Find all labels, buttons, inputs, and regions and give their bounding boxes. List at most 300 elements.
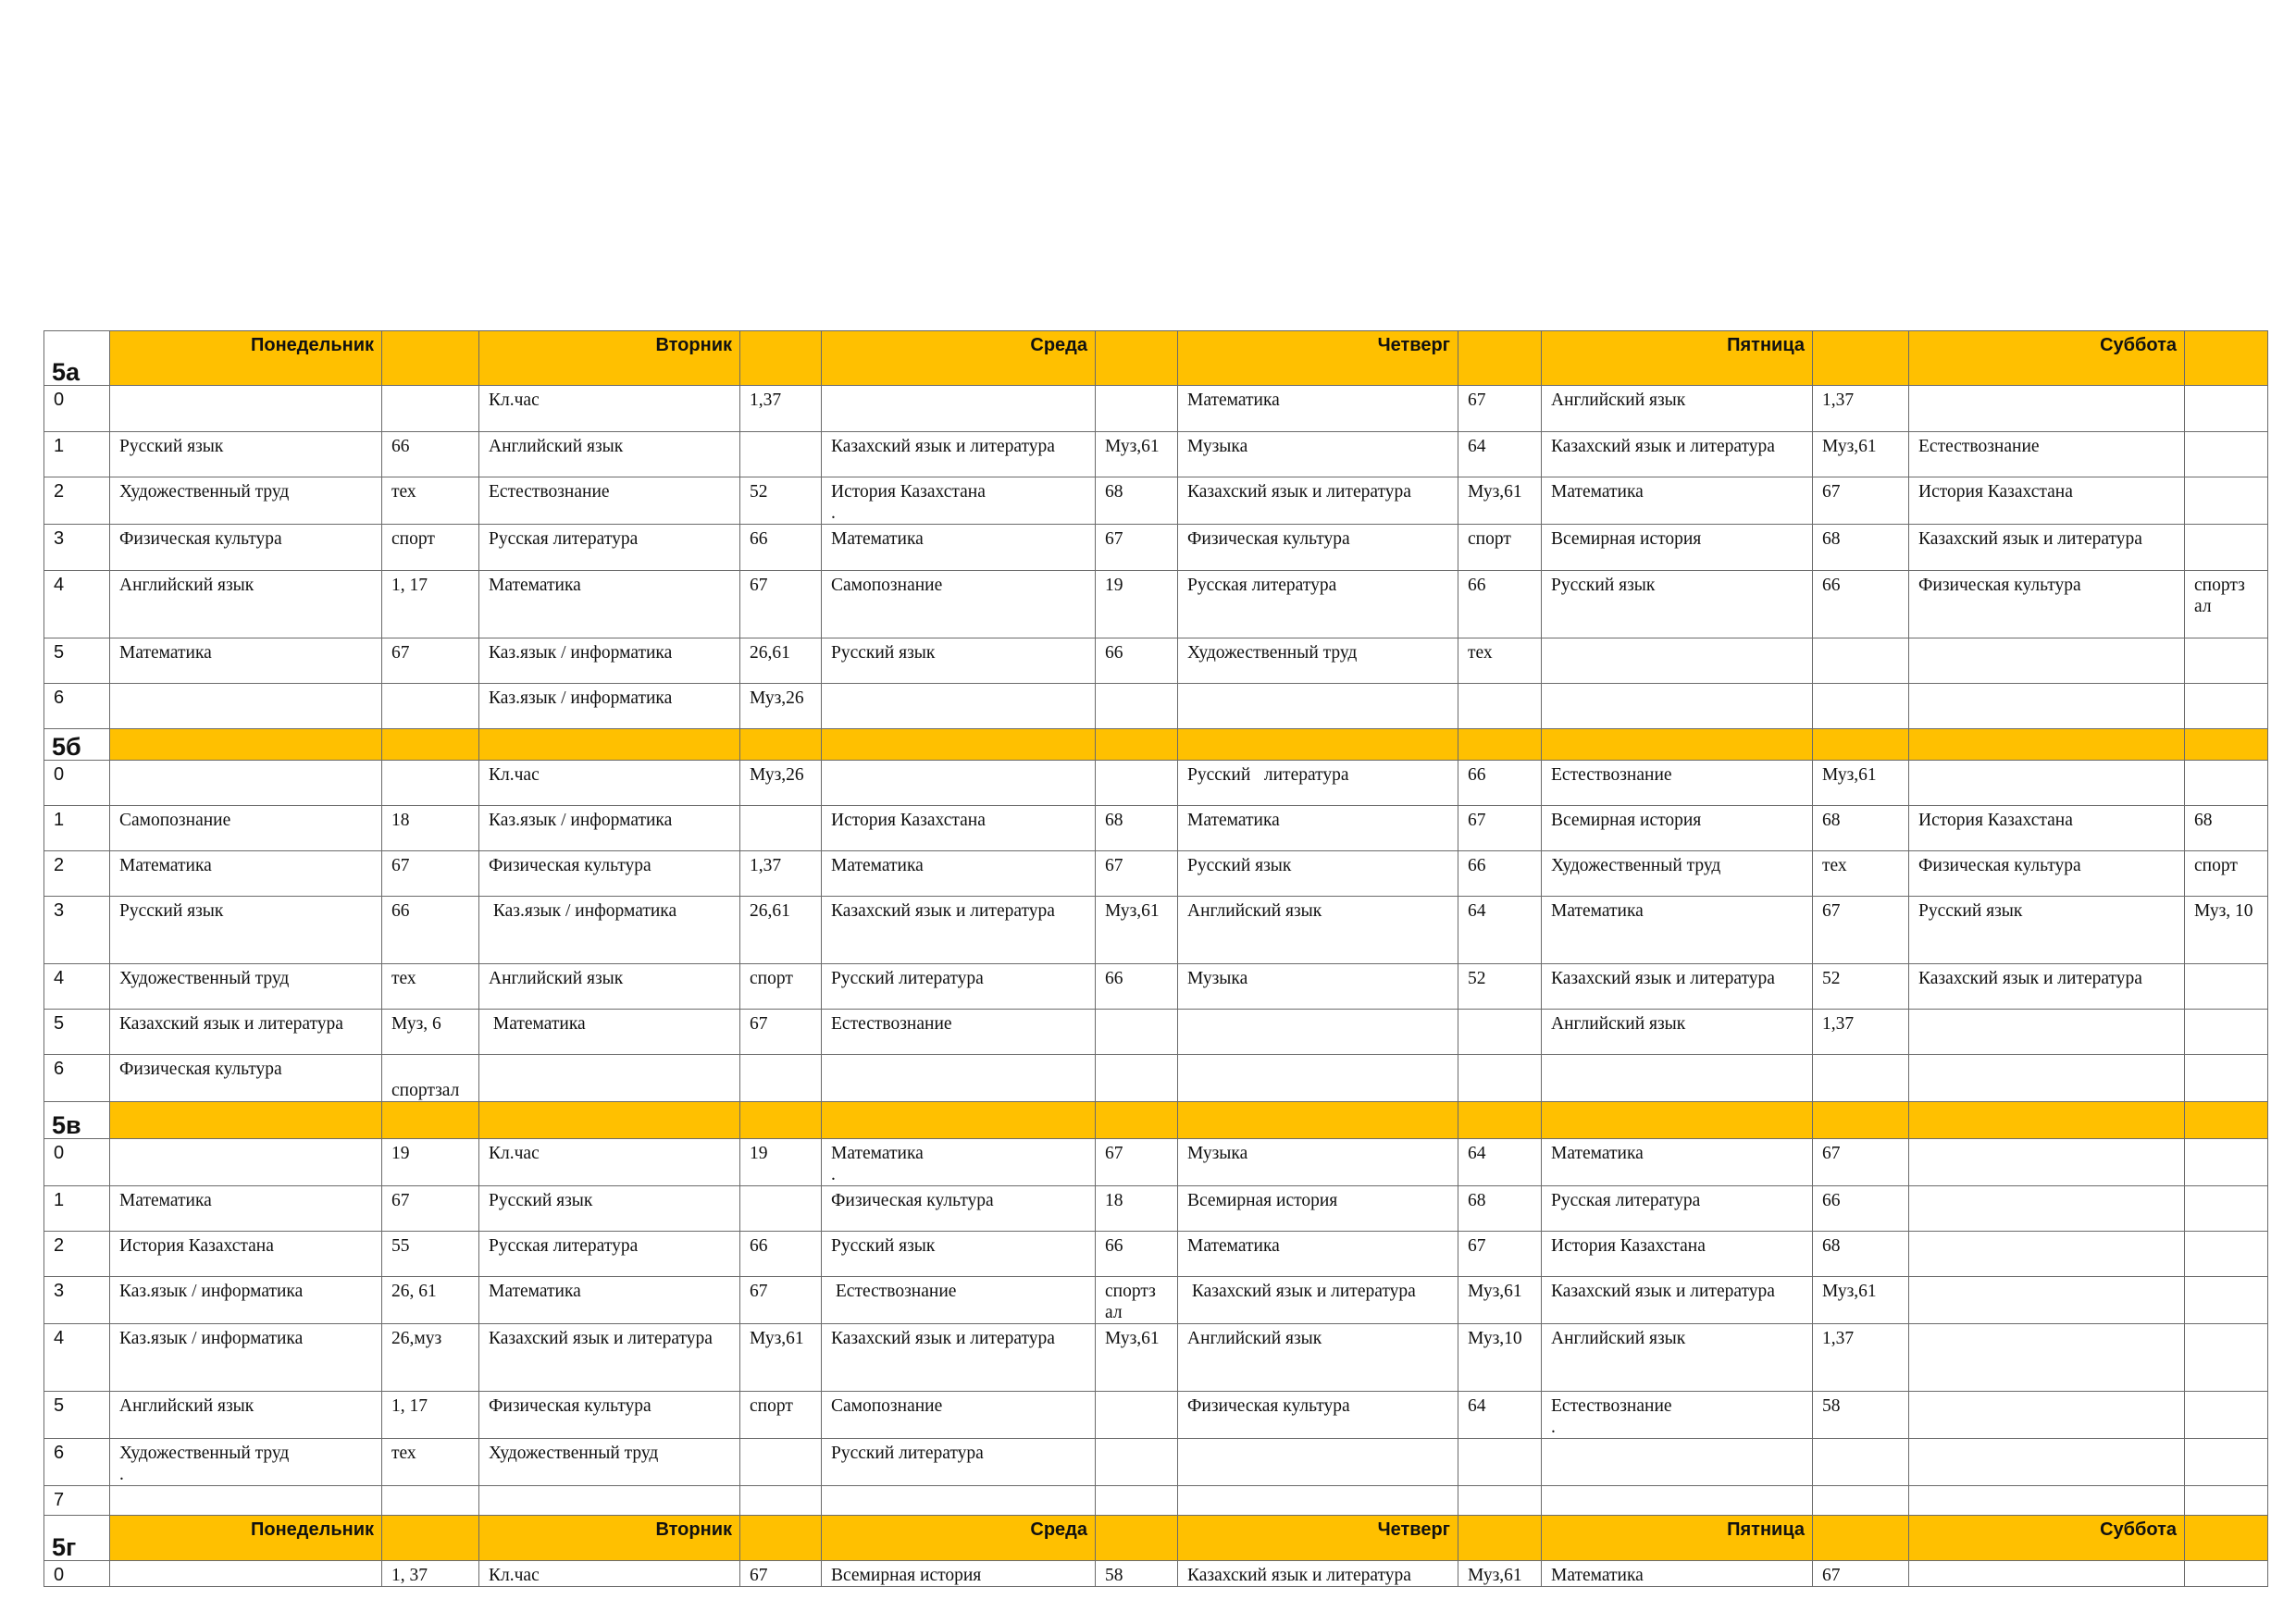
subject-cell: Естествознание: [1909, 432, 2185, 477]
subject-cell: Физическая культура: [1909, 571, 2185, 638]
lesson-row: [44, 851, 2268, 897]
room-cell: 55: [382, 1232, 479, 1277]
lesson-row: [44, 1439, 2268, 1486]
room-cell: [1813, 684, 1909, 729]
subject-cell: [822, 1486, 1096, 1516]
subject-cell: [110, 1561, 382, 1587]
lesson-number: 5: [44, 1010, 110, 1055]
subject-cell: Художественный труд: [110, 477, 382, 525]
lesson-number: 3: [44, 1277, 110, 1324]
subject-cell: [1178, 1055, 1458, 1102]
subject-cell: Художественный труд: [1542, 851, 1813, 897]
lesson-row: [44, 806, 2268, 851]
day-header: [1178, 1102, 1458, 1139]
class-header-row: [44, 1516, 2268, 1561]
room-cell: 66: [1813, 571, 1909, 638]
subject-cell: Математика: [822, 525, 1096, 571]
room-cell: 66: [1096, 1232, 1178, 1277]
class-header-row: [44, 331, 2268, 386]
room-cell: 1,37: [1813, 386, 1909, 432]
subject-cell: Естествознание: [822, 1277, 1096, 1324]
lesson-number: 6: [44, 684, 110, 729]
day-header: [1909, 729, 2185, 761]
schedule-table: [43, 330, 2268, 1587]
room-cell: Муз,61: [1813, 761, 1909, 806]
lesson-number: 3: [44, 897, 110, 964]
room-header: [1813, 729, 1909, 761]
room-cell: спортзал: [382, 1055, 479, 1102]
lesson-row: [44, 1277, 2268, 1324]
subject-cell: Казахский язык и литература: [479, 1324, 740, 1392]
subject-cell: Казахский язык и литература: [822, 432, 1096, 477]
room-cell: [1096, 1392, 1178, 1439]
day-header: Вторник: [479, 331, 740, 386]
subject-cell: Самопознание: [110, 806, 382, 851]
day-header: [1542, 729, 1813, 761]
subject-cell: Математика: [1542, 1561, 1813, 1587]
room-cell: [1096, 386, 1178, 432]
room-cell: тех: [382, 964, 479, 1010]
room-cell: [2185, 761, 2268, 806]
room-cell: 67: [1096, 851, 1178, 897]
room-cell: Муз,61: [1096, 1324, 1178, 1392]
room-cell: 52: [740, 477, 822, 525]
subject-cell: Математика: [1542, 897, 1813, 964]
room-header: [1096, 331, 1178, 386]
room-cell: 68: [1813, 1232, 1909, 1277]
subject-cell: Казахский язык и литература: [822, 1324, 1096, 1392]
lesson-number: 0: [44, 386, 110, 432]
subject-cell: Всемирная история: [1542, 525, 1813, 571]
subject-cell: Физическая культура: [479, 851, 740, 897]
lesson-number: 5: [44, 638, 110, 684]
subject-cell: История Казахстана .: [822, 477, 1096, 525]
room-cell: 26,61: [740, 638, 822, 684]
lesson-number: 1: [44, 1186, 110, 1232]
subject-cell: Русский язык: [1909, 897, 2185, 964]
room-cell: [2185, 964, 2268, 1010]
room-header: [382, 1516, 479, 1561]
class-label: 5а: [44, 331, 110, 386]
room-cell: [1813, 638, 1909, 684]
lesson-number: 4: [44, 1324, 110, 1392]
room-cell: [2185, 1324, 2268, 1392]
room-cell: 66: [1458, 851, 1542, 897]
lesson-row: [44, 386, 2268, 432]
subject-cell: Кл.час: [479, 1561, 740, 1587]
day-header: Суббота: [1909, 331, 2185, 386]
room-header: [1458, 1102, 1542, 1139]
room-header: [1458, 331, 1542, 386]
subject-cell: Казахский язык и литература: [1178, 477, 1458, 525]
room-cell: Муз, 6: [382, 1010, 479, 1055]
subject-cell: Каз.язык / информатика: [479, 638, 740, 684]
subject-cell: Физическая культура: [110, 1055, 382, 1102]
room-cell: [1458, 1055, 1542, 1102]
room-header: [1096, 729, 1178, 761]
room-cell: 68: [1813, 806, 1909, 851]
room-cell: [382, 386, 479, 432]
room-cell: 66: [1813, 1186, 1909, 1232]
subject-cell: Математика: [822, 851, 1096, 897]
class-label: 5б: [44, 729, 110, 761]
room-cell: 26, 61: [382, 1277, 479, 1324]
day-header: Суббота: [1909, 1516, 2185, 1561]
room-cell: спорт: [382, 525, 479, 571]
subject-cell: Русский язык: [1542, 571, 1813, 638]
room-cell: 1,37: [1813, 1324, 1909, 1392]
lesson-number: 0: [44, 1561, 110, 1587]
room-header: [382, 729, 479, 761]
room-cell: [2185, 477, 2268, 525]
room-cell: 19: [382, 1139, 479, 1186]
lesson-number: 5: [44, 1392, 110, 1439]
room-cell: 67: [1458, 386, 1542, 432]
day-header: Пятница: [1542, 1516, 1813, 1561]
room-cell: 67: [740, 1010, 822, 1055]
subject-cell: Художественный труд: [110, 964, 382, 1010]
subject-cell: Физическая культура: [1178, 525, 1458, 571]
room-cell: тех: [382, 477, 479, 525]
room-header: [2185, 729, 2268, 761]
room-cell: [2185, 1486, 2268, 1516]
subject-cell: Каз.язык / информатика: [110, 1277, 382, 1324]
room-cell: 66: [1458, 571, 1542, 638]
room-cell: [2185, 1439, 2268, 1486]
room-cell: 64: [1458, 1392, 1542, 1439]
room-cell: 67: [382, 638, 479, 684]
subject-cell: Английский язык: [1178, 897, 1458, 964]
room-cell: спортз ал: [1096, 1277, 1178, 1324]
room-cell: 1,37: [1813, 1010, 1909, 1055]
lesson-number: 0: [44, 761, 110, 806]
subject-cell: Казахский язык и литература: [1542, 964, 1813, 1010]
day-header: [822, 729, 1096, 761]
room-cell: 67: [1813, 897, 1909, 964]
subject-cell: Русская литература: [1178, 571, 1458, 638]
subject-cell: Русская литература: [1542, 1186, 1813, 1232]
subject-cell: [479, 1055, 740, 1102]
room-cell: [382, 1486, 479, 1516]
day-header: Среда: [822, 331, 1096, 386]
subject-cell: Кл.час: [479, 1139, 740, 1186]
lesson-row: [44, 1139, 2268, 1186]
room-cell: [1096, 1439, 1178, 1486]
room-cell: [2185, 1010, 2268, 1055]
subject-cell: Музыка: [1178, 964, 1458, 1010]
subject-cell: [110, 761, 382, 806]
room-header: [1096, 1516, 1178, 1561]
room-cell: Муз, 10: [2185, 897, 2268, 964]
subject-cell: [1909, 1232, 2185, 1277]
day-header: Среда: [822, 1516, 1096, 1561]
subject-cell: [1178, 1439, 1458, 1486]
subject-cell: [110, 684, 382, 729]
subject-cell: Музыка: [1178, 432, 1458, 477]
subject-cell: История Казахстана: [822, 806, 1096, 851]
lesson-row: [44, 1392, 2268, 1439]
room-cell: [2185, 1277, 2268, 1324]
lesson-row: [44, 897, 2268, 964]
room-cell: [2185, 1392, 2268, 1439]
room-header: [740, 331, 822, 386]
day-header: Пятница: [1542, 331, 1813, 386]
subject-cell: Математика: [1542, 1139, 1813, 1186]
room-header: [382, 331, 479, 386]
subject-cell: [1178, 684, 1458, 729]
subject-cell: [1542, 1486, 1813, 1516]
subject-cell: Каз.язык / информатика: [479, 684, 740, 729]
day-header: [1542, 1102, 1813, 1139]
room-cell: [382, 684, 479, 729]
room-cell: [2185, 684, 2268, 729]
lesson-number: 6: [44, 1439, 110, 1486]
room-cell: Муз,26: [740, 761, 822, 806]
subject-cell: Каз.язык / информатика: [479, 897, 740, 964]
room-cell: 26,муз: [382, 1324, 479, 1392]
room-cell: [1458, 1486, 1542, 1516]
subject-cell: Русская литература: [479, 525, 740, 571]
room-cell: 68: [1096, 806, 1178, 851]
lesson-row: [44, 571, 2268, 638]
subject-cell: Естествознание: [479, 477, 740, 525]
room-cell: [2185, 525, 2268, 571]
subject-cell: Английский язык: [110, 1392, 382, 1439]
room-cell: тех: [1813, 851, 1909, 897]
subject-cell: [1542, 1055, 1813, 1102]
subject-cell: Казахский язык и литература: [1909, 964, 2185, 1010]
room-cell: 1,37: [740, 851, 822, 897]
lesson-number: 4: [44, 964, 110, 1010]
subject-cell: [479, 1486, 740, 1516]
subject-cell: [110, 1139, 382, 1186]
lesson-number: 7: [44, 1486, 110, 1516]
room-cell: 1, 37: [382, 1561, 479, 1587]
subject-cell: [110, 386, 382, 432]
room-cell: 68: [2185, 806, 2268, 851]
room-header: [2185, 1516, 2268, 1561]
day-header: [822, 1102, 1096, 1139]
room-cell: 67: [382, 1186, 479, 1232]
room-header: [1813, 1102, 1909, 1139]
lesson-row: [44, 1232, 2268, 1277]
room-cell: 68: [1458, 1186, 1542, 1232]
subject-cell: Математика: [1542, 477, 1813, 525]
day-header: Вторник: [479, 1516, 740, 1561]
subject-cell: Русская литература: [479, 1232, 740, 1277]
room-cell: [740, 432, 822, 477]
room-header: [740, 1102, 822, 1139]
subject-cell: Русский литература: [822, 1439, 1096, 1486]
subject-cell: Физическая культура: [110, 525, 382, 571]
room-cell: Муз,61: [1813, 432, 1909, 477]
subject-cell: Английский язык: [110, 571, 382, 638]
lesson-number: 3: [44, 525, 110, 571]
subject-cell: История Казахстана: [1909, 477, 2185, 525]
room-cell: [2185, 638, 2268, 684]
subject-cell: [1909, 761, 2185, 806]
subject-cell: Математика: [110, 638, 382, 684]
room-cell: 67: [1096, 525, 1178, 571]
lesson-number: 1: [44, 432, 110, 477]
subject-cell: [822, 1055, 1096, 1102]
room-cell: 26,61: [740, 897, 822, 964]
room-cell: 67: [1813, 1139, 1909, 1186]
room-cell: [2185, 1232, 2268, 1277]
subject-cell: Английский язык: [479, 964, 740, 1010]
room-cell: 64: [1458, 897, 1542, 964]
subject-cell: Русский литература: [822, 964, 1096, 1010]
subject-cell: [822, 386, 1096, 432]
subject-cell: Математика: [479, 1277, 740, 1324]
room-cell: 52: [1813, 964, 1909, 1010]
room-cell: 67: [382, 851, 479, 897]
room-cell: Муз,61: [1458, 1561, 1542, 1587]
subject-cell: Русский язык: [822, 638, 1096, 684]
subject-cell: [110, 1486, 382, 1516]
room-cell: Муз,61: [1096, 432, 1178, 477]
subject-cell: Физическая культура: [479, 1392, 740, 1439]
subject-cell: [1909, 638, 2185, 684]
room-cell: 58: [1096, 1561, 1178, 1587]
subject-cell: Русский язык: [110, 897, 382, 964]
subject-cell: [1909, 684, 2185, 729]
room-header: [382, 1102, 479, 1139]
room-cell: [740, 1186, 822, 1232]
room-cell: 66: [1096, 964, 1178, 1010]
subject-cell: Математика: [1178, 1232, 1458, 1277]
room-cell: 66: [1458, 761, 1542, 806]
room-cell: 64: [1458, 432, 1542, 477]
subject-cell: Русский язык: [822, 1232, 1096, 1277]
room-cell: Муз,61: [1813, 1277, 1909, 1324]
subject-cell: [1909, 1010, 2185, 1055]
subject-cell: Математика: [110, 1186, 382, 1232]
subject-cell: Самопознание: [822, 1392, 1096, 1439]
lesson-row: [44, 477, 2268, 525]
room-header: [1096, 1102, 1178, 1139]
room-cell: Муз,61: [1458, 1277, 1542, 1324]
day-header: [110, 1102, 382, 1139]
subject-cell: Казахский язык и литература: [110, 1010, 382, 1055]
subject-cell: [1542, 684, 1813, 729]
subject-cell: [1909, 1439, 2185, 1486]
day-header: [110, 729, 382, 761]
room-cell: 66: [740, 1232, 822, 1277]
class-label: 5г: [44, 1516, 110, 1561]
subject-cell: Кл.час: [479, 761, 740, 806]
room-cell: [1096, 1486, 1178, 1516]
subject-cell: [822, 684, 1096, 729]
room-cell: [740, 1439, 822, 1486]
room-cell: 1, 17: [382, 1392, 479, 1439]
subject-cell: История Казахстана: [110, 1232, 382, 1277]
subject-cell: Музыка: [1178, 1139, 1458, 1186]
room-cell: спорт: [1458, 525, 1542, 571]
lesson-number: 1: [44, 806, 110, 851]
subject-cell: Каз.язык / информатика: [479, 806, 740, 851]
room-header: [740, 1516, 822, 1561]
subject-cell: Физическая культура: [1909, 851, 2185, 897]
room-cell: [2185, 1055, 2268, 1102]
subject-cell: [1909, 1324, 2185, 1392]
lesson-row: [44, 638, 2268, 684]
room-cell: [1458, 1439, 1542, 1486]
room-cell: тех: [382, 1439, 479, 1486]
subject-cell: [1542, 638, 1813, 684]
subject-cell: Всемирная история: [1178, 1186, 1458, 1232]
room-header: [2185, 1102, 2268, 1139]
lesson-row: [44, 684, 2268, 729]
subject-cell: Математика: [1178, 806, 1458, 851]
lesson-number: 4: [44, 571, 110, 638]
lesson-number: 2: [44, 851, 110, 897]
subject-cell: Казахский язык и литература: [1909, 525, 2185, 571]
subject-cell: Художественный труд: [479, 1439, 740, 1486]
day-header: Четверг: [1178, 1516, 1458, 1561]
subject-cell: [1909, 1486, 2185, 1516]
room-cell: [2185, 1561, 2268, 1587]
subject-cell: Физическая культура: [822, 1186, 1096, 1232]
room-cell: 67: [740, 1277, 822, 1324]
lesson-row: [44, 1561, 2268, 1587]
subject-cell: Казахский язык и литература: [1542, 1277, 1813, 1324]
subject-cell: Физическая культура: [1178, 1392, 1458, 1439]
room-cell: Муз,61: [1096, 897, 1178, 964]
room-header: [1813, 331, 1909, 386]
subject-cell: [1542, 1439, 1813, 1486]
day-header: [479, 1102, 740, 1139]
subject-cell: [1909, 1561, 2185, 1587]
room-cell: тех: [1458, 638, 1542, 684]
room-cell: 67: [1458, 1232, 1542, 1277]
room-cell: [2185, 1139, 2268, 1186]
room-cell: 67: [1096, 1139, 1178, 1186]
lesson-row: [44, 525, 2268, 571]
room-cell: 1,37: [740, 386, 822, 432]
subject-cell: Всемирная история: [822, 1561, 1096, 1587]
room-cell: 68: [1096, 477, 1178, 525]
subject-cell: Казахский язык и литература: [1178, 1277, 1458, 1324]
subject-cell: Художественный труд: [1178, 638, 1458, 684]
room-header: [1458, 729, 1542, 761]
lesson-row: [44, 1055, 2268, 1102]
subject-cell: Русский язык: [1178, 851, 1458, 897]
room-cell: [2185, 1186, 2268, 1232]
subject-cell: История Казахстана: [1909, 806, 2185, 851]
room-cell: 66: [382, 897, 479, 964]
room-cell: спорт: [2185, 851, 2268, 897]
lesson-row: [44, 1010, 2268, 1055]
room-cell: 67: [1813, 1561, 1909, 1587]
room-cell: [1813, 1439, 1909, 1486]
room-cell: 67: [1813, 477, 1909, 525]
subject-cell: Математика: [479, 571, 740, 638]
room-cell: [1096, 761, 1178, 806]
room-cell: 19: [1096, 571, 1178, 638]
room-cell: 66: [1096, 638, 1178, 684]
subject-cell: [1909, 1186, 2185, 1232]
subject-cell: Русский язык: [110, 432, 382, 477]
class-label: 5в: [44, 1102, 110, 1139]
room-cell: [1096, 1055, 1178, 1102]
lesson-row: [44, 761, 2268, 806]
subject-cell: Казахский язык и литература: [822, 897, 1096, 964]
lesson-row: [44, 964, 2268, 1010]
room-cell: 66: [382, 432, 479, 477]
room-cell: [1096, 684, 1178, 729]
room-cell: 58: [1813, 1392, 1909, 1439]
